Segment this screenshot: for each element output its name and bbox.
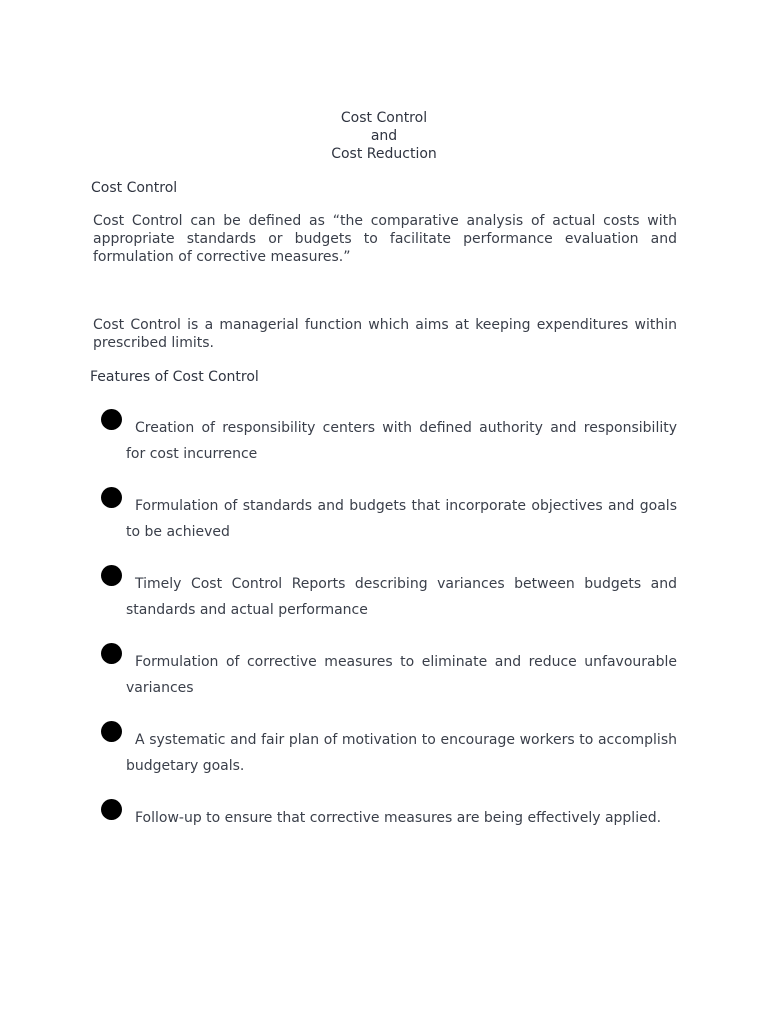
definition-paragraph: Cost Control can be defined as “the comparative analysis of actual costs with appropriate standards or budgets to facilitate performance evaluation and formulation of corrective measures.”: [93, 213, 677, 265]
function-paragraph: Cost Control is a managerial function which aims at keeping expenditures within prescribed limits.: [93, 317, 677, 351]
section-heading-cost-control: Cost Control: [91, 180, 178, 196]
title-line-1: Cost Control: [340, 110, 428, 126]
feature-text: Creation of responsibility centers with defined authority and responsibility for cost incurrence: [126, 420, 677, 462]
feature-text: Formulation of standards and budgets that incorporate objectives and goals to be achieved: [126, 498, 677, 540]
bullet-icon: [101, 409, 122, 430]
title-line-2: and: [370, 128, 398, 144]
feature-text: Formulation of corrective measures to eliminate and reduce unfavourable variances: [126, 654, 677, 696]
document-title: [0, 109, 768, 163]
feature-text: Follow-up to ensure that corrective measures are being effectively applied.: [135, 810, 662, 826]
feature-text: A systematic and fair plan of motivation to encourage workers to accomplish budgetary goals.: [126, 732, 677, 774]
bullet-icon: [101, 721, 122, 742]
bullet-icon: [101, 643, 122, 664]
bullet-icon: [101, 799, 122, 820]
title-line-3: Cost Reduction: [331, 146, 437, 162]
bullet-icon: [101, 487, 122, 508]
bullet-icon: [101, 565, 122, 586]
feature-text: Timely Cost Control Reports describing variances between budgets and standards and actual performance: [126, 576, 677, 618]
section-heading-features: Features of Cost Control: [90, 369, 259, 385]
